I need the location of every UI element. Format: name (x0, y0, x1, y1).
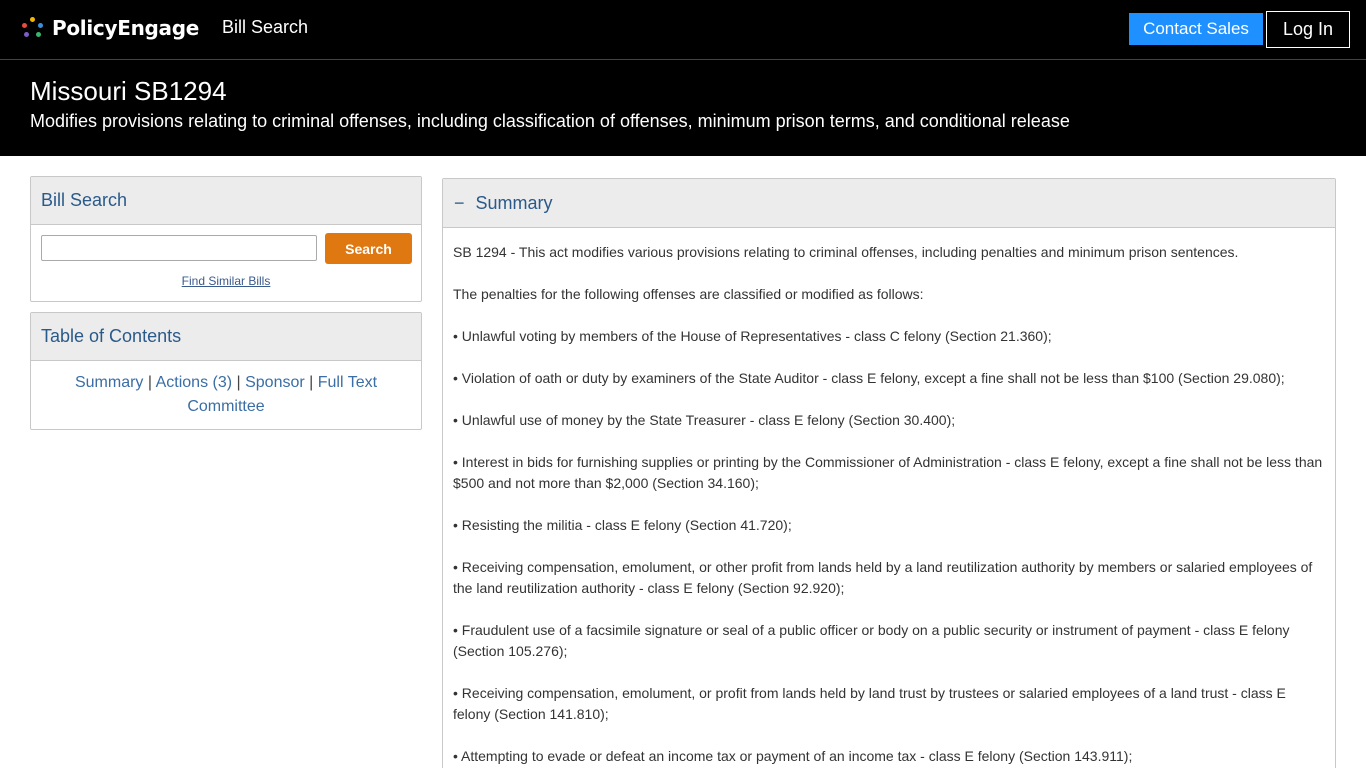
bill-search-heading: Bill Search (31, 177, 421, 225)
nav-bill-search-link[interactable]: Bill Search (222, 17, 309, 37)
toc-separator: | (143, 374, 156, 391)
table-of-contents-panel (30, 312, 422, 430)
summary-paragraph: • Unlawful voting by members of the House of Representatives - class C felony (Section 21.360); (453, 328, 1052, 344)
toc-sponsor-link[interactable]: Sponsor (245, 374, 305, 391)
summary-panel (442, 178, 1336, 768)
brand-name: PolicyEngage (52, 16, 199, 40)
bill-search-panel (30, 176, 422, 302)
page-title: Missouri SB1294 (30, 76, 227, 106)
summary-paragraph: • Attempting to evade or defeat an income tax or payment of an income tax - class E felony (Section 143.911); (453, 748, 1133, 764)
top-navbar (0, 0, 1366, 59)
summary-title: Summary (475, 192, 553, 213)
login-button[interactable]: Log In (1266, 11, 1350, 48)
collapse-icon[interactable]: − (454, 192, 465, 213)
brand-logo[interactable] (22, 16, 199, 40)
logo-dots-icon (22, 17, 44, 39)
summary-heading[interactable] (443, 179, 1335, 228)
summary-paragraph: • Fraudulent use of a facsimile signature or seal of a public officer or body on a public security or instrument of payment - class E felony (Section 105.276); (453, 622, 1290, 659)
summary-paragraph: SB 1294 - This act modifies various provisions relating to criminal offenses, including penalties and minimum prison sentences. (453, 244, 1239, 260)
summary-paragraph: • Unlawful use of money by the State Treasurer - class E felony (Section 30.400); (453, 412, 956, 428)
summary-paragraph: • Receiving compensation, emolument, or profit from lands held by land trust by trustees or salaried employees of a land trust - class E felony (Section 141.810); (453, 685, 1286, 722)
toc-actions-link[interactable]: Actions (3) (155, 374, 233, 391)
bill-search-input[interactable] (41, 235, 317, 261)
toc-separator: | (304, 374, 318, 391)
toc-full-text-link[interactable]: Full Text (317, 374, 378, 391)
toc-committee-link[interactable]: Committee (187, 398, 265, 415)
toc-summary-link[interactable]: Summary (74, 374, 144, 391)
summary-paragraph: • Resisting the militia - class E felony (Section 41.720); (453, 517, 792, 533)
bill-header (0, 60, 1366, 156)
toc-links (31, 371, 421, 419)
toc-heading: Table of Contents (31, 313, 421, 361)
summary-paragraph: • Violation of oath or duty by examiners of the State Auditor - class E felony, except a fine shall not be less than $100 (Section 29.080); (453, 370, 1285, 386)
summary-text (443, 228, 1335, 767)
summary-paragraph: • Interest in bids for furnishing supplies or printing by the Commissioner of Administration - class E felony, except a fine shall not be less than $500 and not more than $2,000 (Section 34.160); (453, 454, 1323, 491)
bill-description: Modifies provisions relating to criminal offenses, including classification of offenses, minimum prison terms, and conditional release (30, 111, 1070, 131)
summary-paragraph: The penalties for the following offenses are classified or modified as follows: (453, 286, 924, 302)
find-similar-bills-link[interactable]: Find Similar Bills (181, 274, 271, 288)
summary-paragraph: • Receiving compensation, emolument, or other profit from lands held by a land reutilization authority by members or salaried employees of the land reutilization authority - class E felony (Section 92.920); (453, 559, 1313, 596)
search-button[interactable]: Search (325, 233, 412, 264)
toc-separator: | (232, 374, 246, 391)
contact-sales-button[interactable]: Contact Sales (1129, 13, 1263, 45)
